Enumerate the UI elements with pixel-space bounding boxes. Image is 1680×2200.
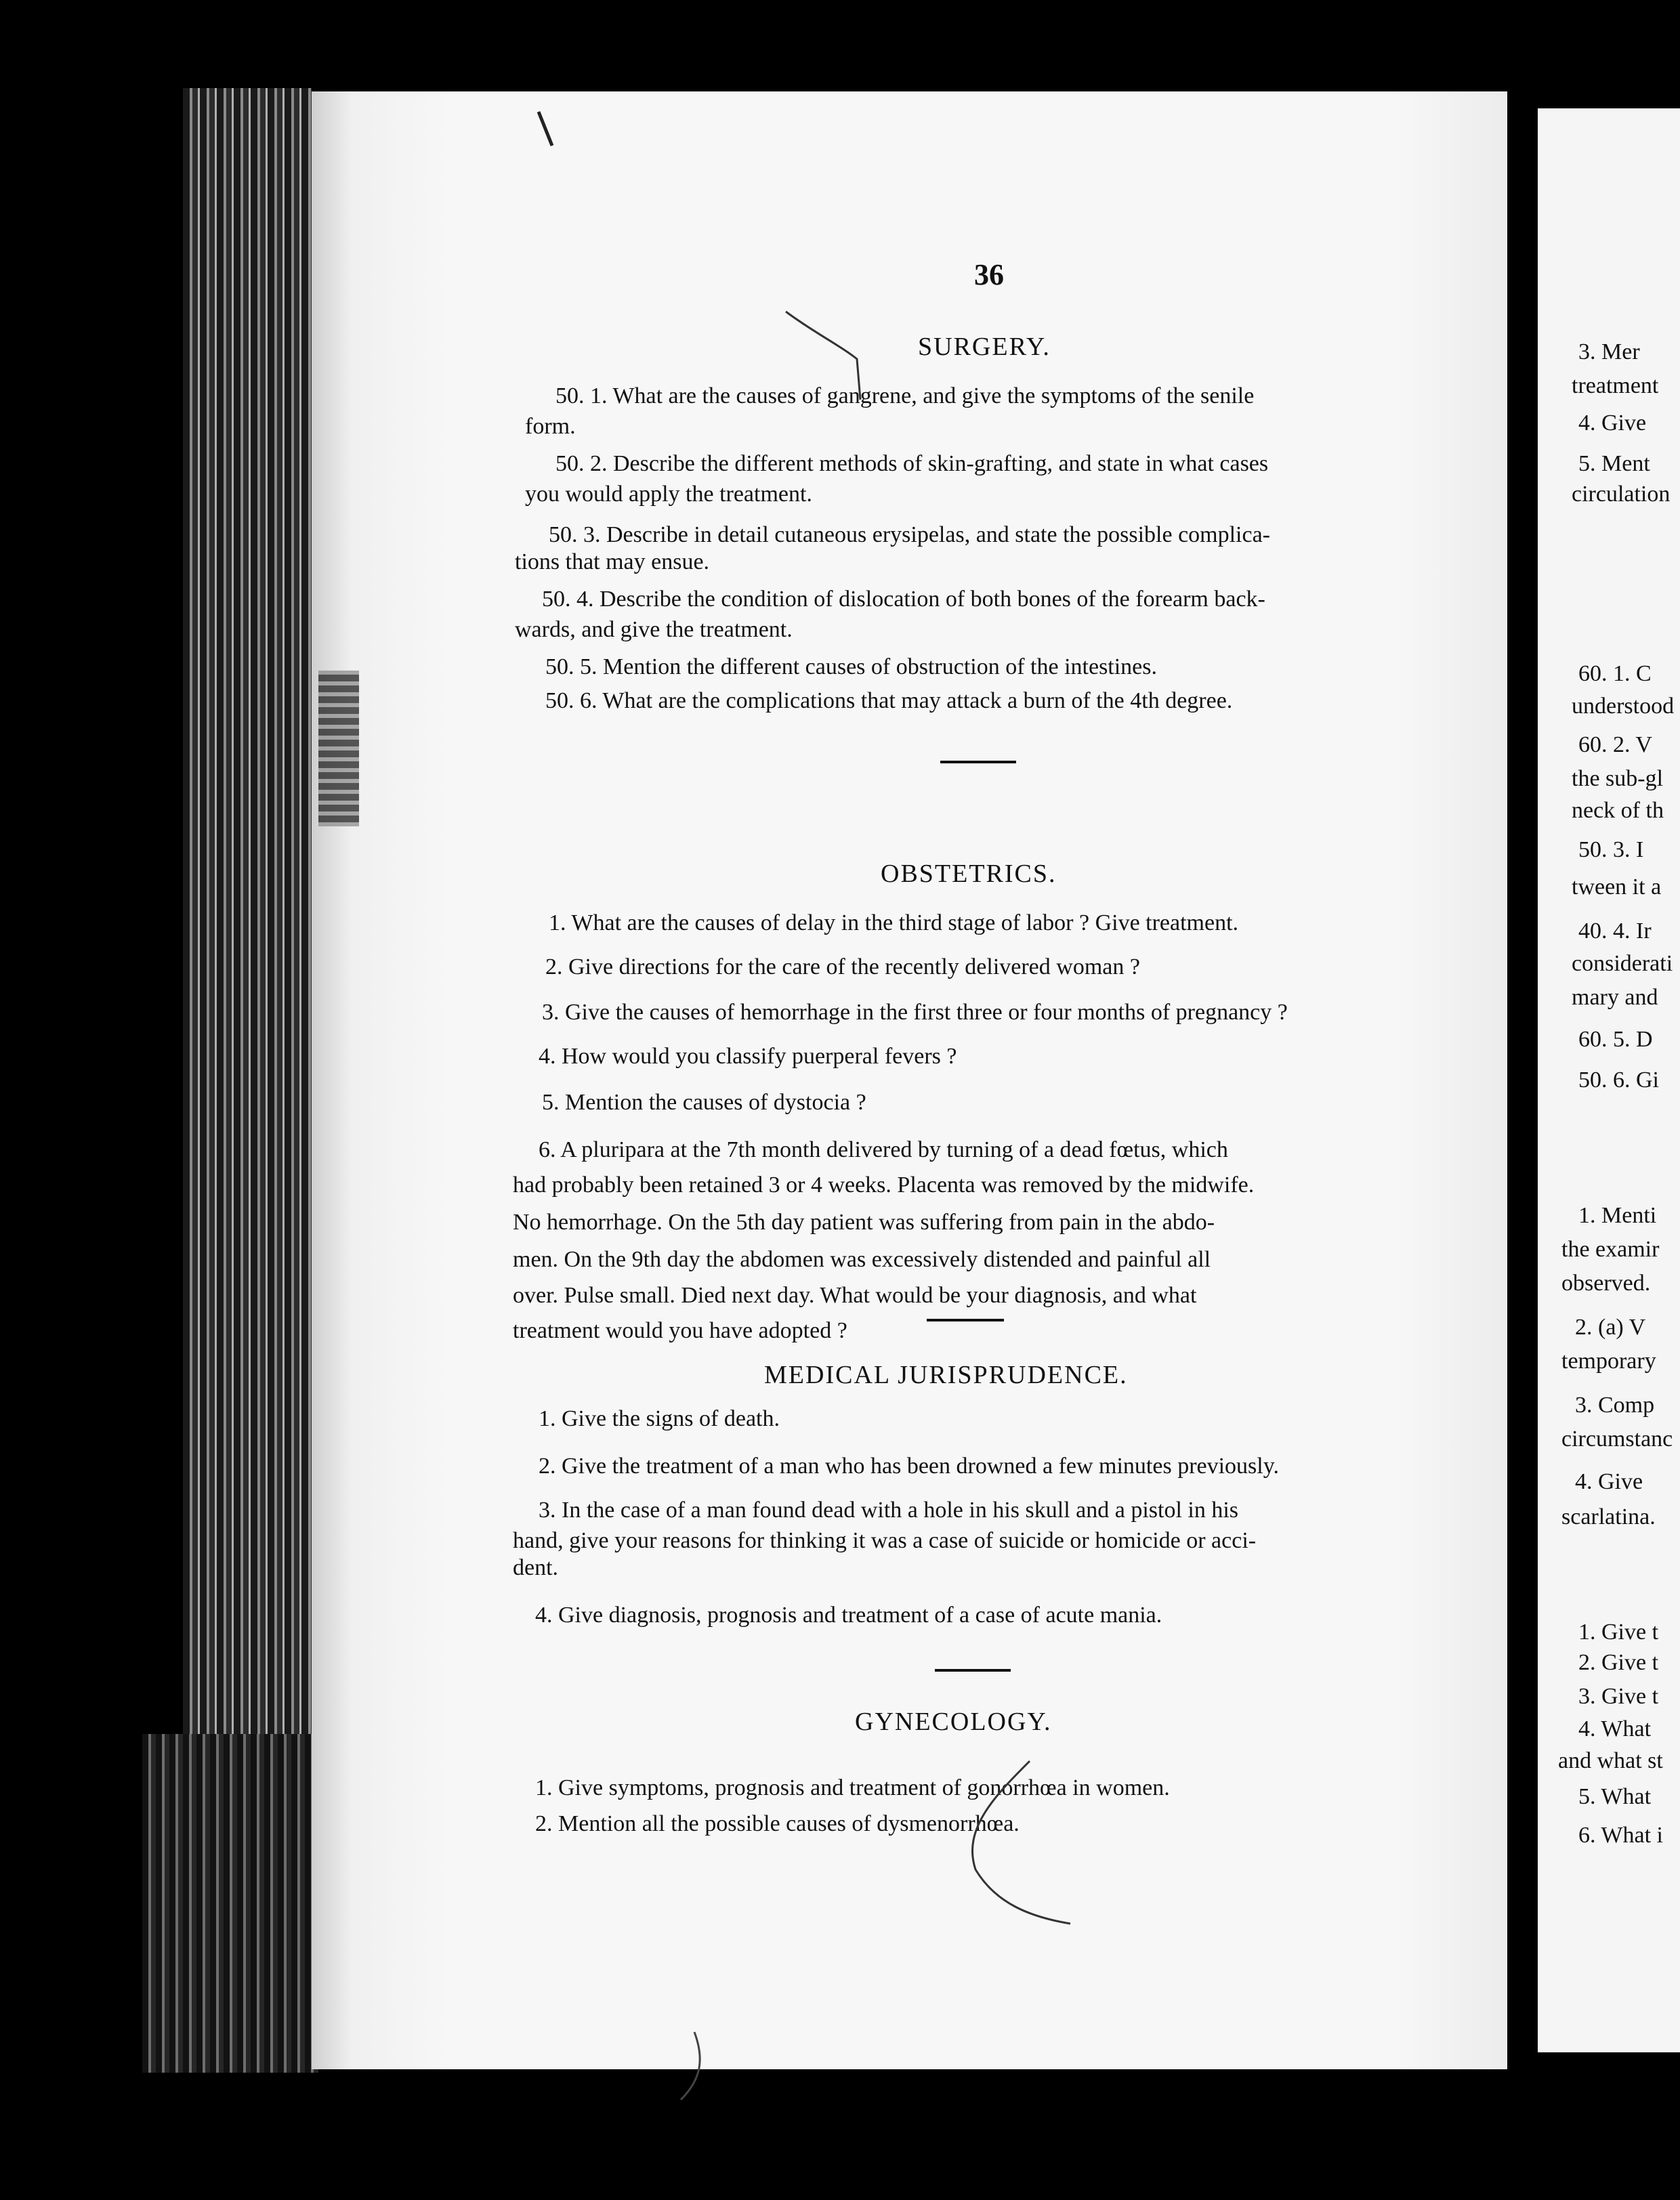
surgery-line: 50. 4. Describe the condition of dislocation of both bones of the forearm back- — [542, 587, 1265, 612]
obstetrics-line: over. Pulse small. Died next day. What would be your diagnosis, and what — [513, 1283, 1197, 1308]
page-number: 36 — [974, 258, 1004, 291]
surgery-line: 50. 2. Describe the different methods of skin-grafting, and state in what cases — [555, 451, 1269, 476]
obstetrics-line: 3. Give the causes of hemorrhage in the first three or four months of pregnancy ? — [542, 1000, 1288, 1025]
right-page-line: 2. (a) V — [1575, 1315, 1646, 1340]
right-page-line: neck of th — [1572, 798, 1664, 823]
right-page-line: 60. 2. V — [1578, 732, 1652, 757]
right-page-line: 60. 1. C — [1578, 661, 1652, 686]
right-page-line: 3. Mer — [1578, 339, 1640, 364]
right-page-line: circulation — [1572, 482, 1671, 507]
right-page-line: 5. Ment — [1578, 451, 1650, 476]
jurisprudence-line: 3. In the case of a man found dead with a hole in his skull and a pistol in his — [539, 1498, 1239, 1523]
right-page-line: understood — [1572, 694, 1675, 719]
surgery-line: 50. 1. What are the causes of gangrene, and give the symptoms of the senile — [555, 383, 1255, 408]
right-page-line: mary and — [1572, 985, 1658, 1010]
right-page-line: 4. Give — [1575, 1469, 1643, 1494]
right-page-line: treatment — [1572, 373, 1659, 398]
jurisprudence-heading: MEDICAL JURISPRUDENCE. — [764, 1361, 1128, 1389]
jurisprudence-line: 1. Give the signs of death. — [539, 1406, 780, 1431]
right-page-line: circumstanc — [1561, 1426, 1673, 1452]
right-page-line: tween it a — [1572, 874, 1662, 900]
surgery-line: form. — [525, 414, 576, 439]
right-page-line: the examir — [1561, 1237, 1660, 1262]
surgery-line: you would apply the treatment. — [525, 482, 812, 507]
right-page-line: 1. Menti — [1578, 1203, 1657, 1228]
obstetrics-line: 6. A pluripara at the 7th month delivered by turning of a dead fœtus, which — [539, 1137, 1228, 1162]
right-page-line: 50. 6. Gi — [1578, 1067, 1659, 1093]
right-page-line: 50. 3. I — [1578, 837, 1644, 862]
surgery-line: 50. 6. What are the complications that may attack a burn of the 4th degree. — [545, 688, 1233, 713]
right-page-line: 3. Give t — [1578, 1684, 1659, 1709]
gynecology-heading: GYNECOLOGY. — [855, 1708, 1052, 1736]
surgery-line: wards, and give the treatment. — [515, 617, 793, 642]
right-page-line: 40. 4. Ir — [1578, 918, 1652, 944]
right-page-line: 4. Give — [1578, 410, 1647, 436]
obstetrics-line: 4. How would you classify puerperal fevers ? — [539, 1044, 957, 1069]
right-page-line: and what st — [1558, 1748, 1663, 1773]
right-page-line: the sub-gl — [1572, 766, 1664, 791]
right-page-line: 5. What — [1578, 1784, 1652, 1809]
obstetrics-line: treatment would you have adopted ? — [513, 1318, 847, 1343]
jurisprudence-line: 4. Give diagnosis, prognosis and treatment of a case of acute mania. — [535, 1603, 1162, 1628]
right-page-line: temporary — [1561, 1349, 1656, 1374]
right-page-line: 3. Comp — [1575, 1393, 1655, 1418]
jurisprudence-line: hand, give your reasons for thinking it was a case of suicide or homicide or acci- — [513, 1528, 1257, 1553]
surgery-line: tions that may ensue. — [515, 549, 710, 574]
obstetrics-heading: OBSTETRICS. — [881, 860, 1057, 888]
right-page-line: 6. What i — [1578, 1823, 1663, 1848]
jurisprudence-line: 2. Give the treatment of a man who has been drowned a few minutes previously. — [539, 1454, 1280, 1479]
surgery-heading: SURGERY. — [918, 333, 1051, 361]
right-page-line: 1. Give t — [1578, 1620, 1659, 1645]
right-page-line: 4. What — [1578, 1716, 1652, 1741]
obstetrics-line: 2. Give directions for the care of the recently delivered woman ? — [545, 954, 1140, 979]
obstetrics-line: 5. Mention the causes of dystocia ? — [542, 1090, 866, 1115]
jurisprudence-line: dent. — [513, 1555, 559, 1580]
obstetrics-line: had probably been retained 3 or 4 weeks. Placenta was removed by the midwife. — [513, 1172, 1255, 1198]
right-page-line: observed. — [1561, 1271, 1651, 1296]
right-page-line: scarlatina. — [1561, 1504, 1656, 1529]
obstetrics-line: 1. What are the causes of delay in the third stage of labor ? Give treatment. — [549, 910, 1239, 935]
right-page-line: 2. Give t — [1578, 1650, 1659, 1675]
gynecology-line: 2. Mention all the possible causes of dysmenorrhœa. — [535, 1811, 1020, 1836]
obstetrics-line: men. On the 9th day the abdomen was excessively distended and painful all — [513, 1247, 1211, 1272]
gynecology-line: 1. Give symptoms, prognosis and treatment of gonorrhœa in women. — [535, 1775, 1170, 1800]
surgery-line: 50. 3. Describe in detail cutaneous erysipelas, and state the possible complica- — [549, 522, 1271, 547]
right-page-fragment — [1538, 108, 1680, 2052]
obstetrics-line: No hemorrhage. On the 5th day patient was suffering from pain in the abdo- — [513, 1210, 1215, 1235]
right-page-line: 60. 5. D — [1578, 1027, 1653, 1052]
right-page-line: considerati — [1572, 951, 1673, 976]
surgery-line: 50. 5. Mention the different causes of obstruction of the intestines. — [545, 654, 1158, 679]
